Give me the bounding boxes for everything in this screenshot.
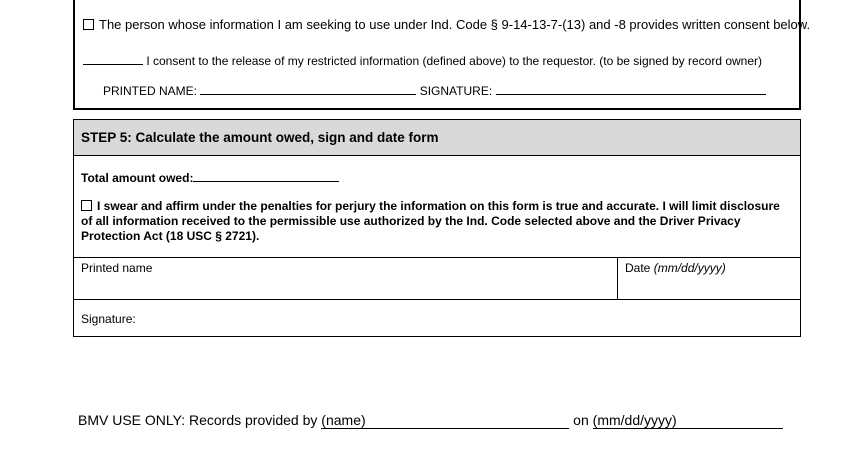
consent-statement-text: I consent to the release of my restricted information (defined above) to the requestor. (to be signed by record owner) bbox=[146, 54, 763, 68]
consent-checkbox-row bbox=[83, 17, 810, 32]
consent-signature-line[interactable] bbox=[496, 94, 766, 95]
consent-statement-row bbox=[83, 54, 762, 68]
consent-checkbox[interactable] bbox=[83, 19, 94, 30]
signature-label: Signature: bbox=[81, 312, 136, 326]
bmv-date-field[interactable] bbox=[593, 412, 783, 429]
bmv-date-label: (mm/dd/yyyy) bbox=[592, 412, 677, 428]
consent-signature-label: SIGNATURE: bbox=[419, 84, 493, 98]
bmv-name-field[interactable] bbox=[321, 412, 569, 429]
date-label-row bbox=[625, 261, 726, 275]
affirm-paragraph bbox=[81, 199, 793, 244]
affirm-text: I swear and affirm under the penalties for perjury the information on this form is true and accurate. I will limit disclosure of all information received to the permissible use authorized by the Ind. Code selected above and the Driver Privacy Protection Act (18 USC § 2721). bbox=[81, 199, 780, 243]
step5-body bbox=[73, 155, 801, 258]
date-field[interactable] bbox=[617, 257, 801, 300]
bmv-use-only-row bbox=[78, 412, 783, 429]
total-amount-row bbox=[81, 171, 339, 185]
total-amount-line[interactable] bbox=[193, 181, 339, 182]
affirm-checkbox[interactable] bbox=[81, 200, 92, 211]
consent-printed-name-line[interactable] bbox=[200, 94, 416, 95]
printed-name-field[interactable] bbox=[73, 257, 618, 300]
step5-header: STEP 5: Calculate the amount owed, sign and date form bbox=[81, 130, 439, 145]
bmv-prefix: BMV USE ONLY: Records provided by bbox=[78, 412, 322, 428]
consent-checkbox-text: The person whose information I am seeking to use under Ind. Code § 9-14-13-7-(13) and -8 provides written consent below. bbox=[99, 17, 811, 32]
bmv-name-label: (name) bbox=[321, 412, 366, 428]
printed-name-label: Printed name bbox=[81, 261, 153, 275]
consent-printed-name-row bbox=[103, 84, 766, 98]
signature-field[interactable] bbox=[73, 299, 801, 337]
date-format: (mm/dd/yyyy) bbox=[653, 261, 726, 275]
consent-printed-name-label: PRINTED NAME: bbox=[103, 84, 198, 98]
step5-header-bar bbox=[73, 119, 801, 156]
bmv-on-label: on bbox=[569, 412, 593, 428]
date-label: Date bbox=[625, 261, 651, 275]
consent-initials-line[interactable] bbox=[83, 64, 143, 65]
total-amount-label: Total amount owed: bbox=[81, 171, 194, 185]
